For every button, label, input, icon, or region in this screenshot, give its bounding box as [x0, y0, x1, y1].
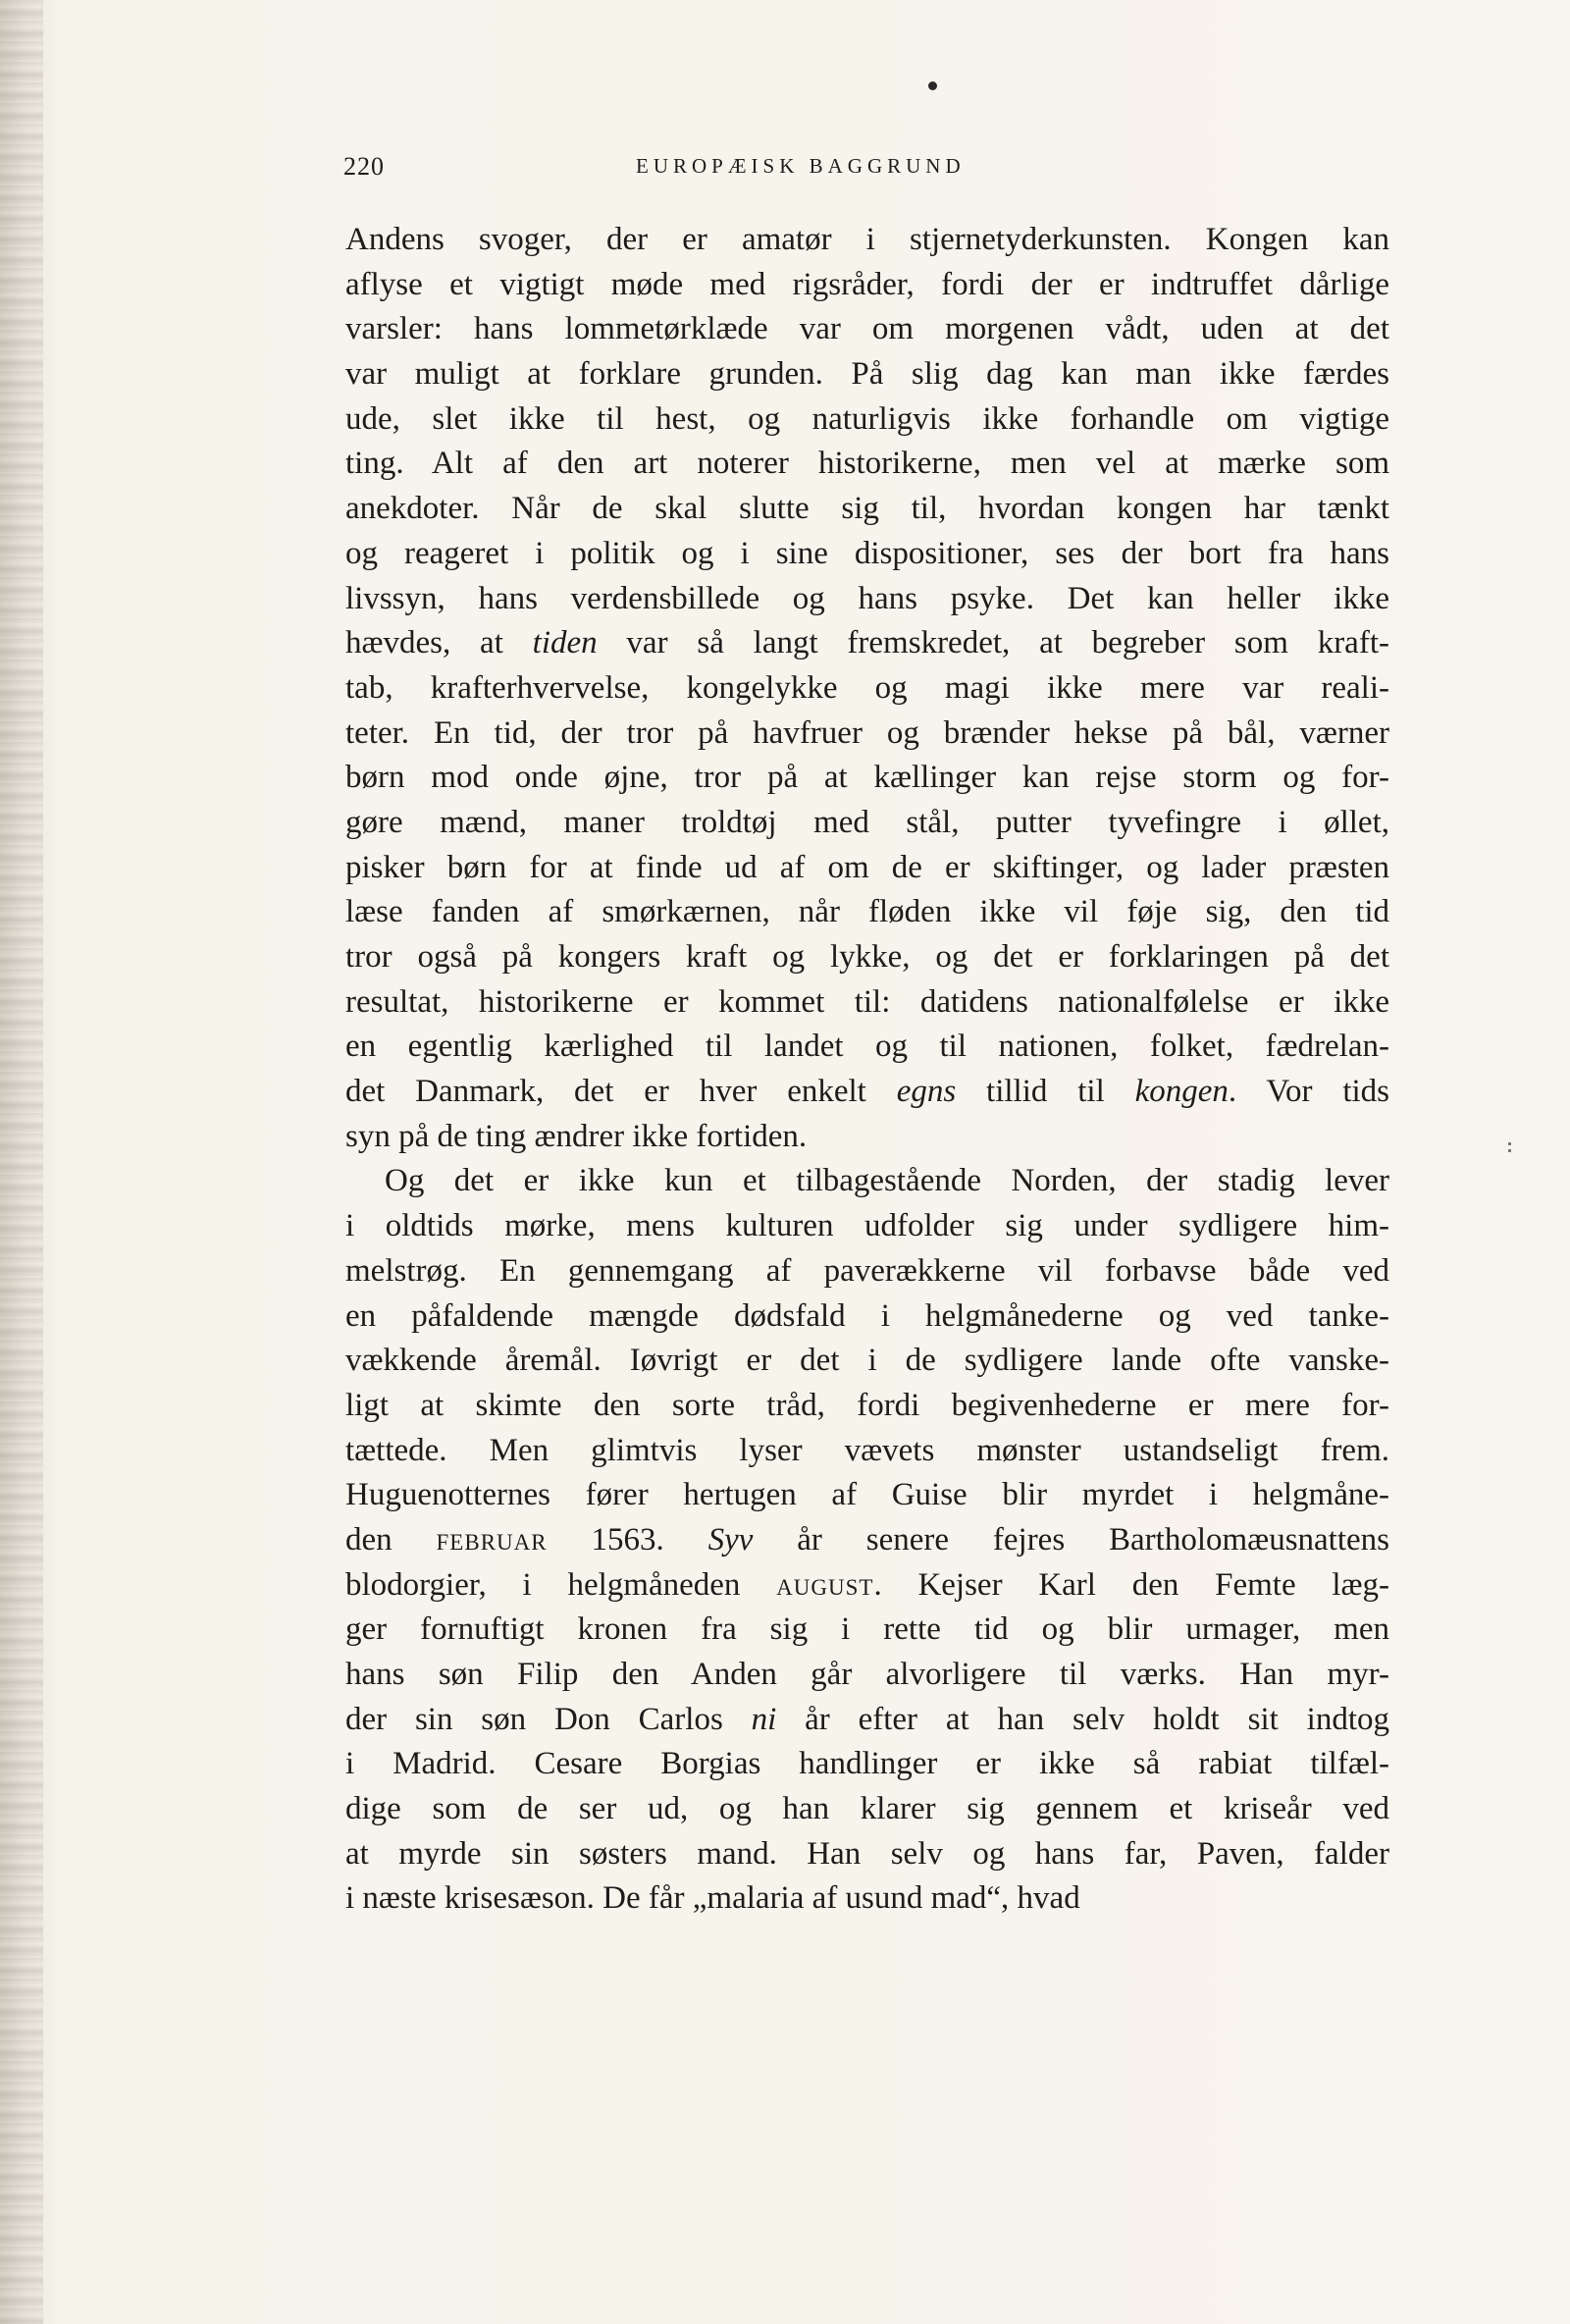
text-line: i næste krisesæson. De får „malaria af usund mad“, hvad [345, 1880, 1080, 1917]
text-segment: der sin søn Don Carlos [345, 1701, 752, 1737]
binding-shadow [0, 0, 43, 2324]
text-segment: den [345, 1521, 437, 1558]
print-dot [928, 81, 937, 90]
text-line: melstrøg. En gennemgang af paverækkerne vil forbavse både ved [345, 1252, 1389, 1289]
text-line: ger fornuftigt kronen fra sig i rette tid og blir urmager, men [345, 1611, 1389, 1648]
italic-word: Syv [707, 1521, 754, 1558]
italic-word: tiden [532, 625, 598, 661]
body-text [345, 218, 1389, 1922]
text-line: Og det er ikke kun et tilbagestående Norden, der stadig lever [385, 1163, 1389, 1199]
italic-word: egns [896, 1074, 957, 1110]
text-segment: 1563. [547, 1521, 708, 1558]
text-line: hans søn Filip den Anden går alvorligere til værks. Han myr- [345, 1657, 1389, 1692]
text-segment: . Vor tids [1228, 1074, 1389, 1110]
text-line: ude, slet ikke til hest, og naturligvis ikke forhandle om vigtige [345, 400, 1389, 437]
text-segment: år senere fejres Bartholomæusnattens [753, 1521, 1390, 1558]
paragraph-2 [345, 1159, 1389, 1922]
text-line: varsler: hans lommetørklæde var om morgenen vådt, uden at det [345, 311, 1389, 347]
text-segment: . Kejser Karl den Femte læg- [873, 1566, 1390, 1603]
text-line: ting. Alt af den art noterer historikerne, men vel at mærke som [345, 446, 1389, 482]
text-line: pisker børn for at finde ud af om de er skiftinger, og lader præsten [345, 849, 1389, 885]
text-segment: år efter at han selv holdt sit indtog [776, 1701, 1389, 1737]
text-line: Huguenotternes fører hertugen af Guise blir myrdet i helgmåne- [345, 1477, 1389, 1513]
text-line: at myrde sin søsters mand. Han selv og hans far, Paven, falder [345, 1835, 1389, 1872]
text-line: livssyn, hans verdensbillede og hans psyke. Det kan heller ikke [345, 580, 1389, 616]
text-segment: hævdes, at [345, 625, 533, 661]
margin-mark [1508, 1142, 1511, 1156]
text-line [345, 1518, 1389, 1563]
text-line: børn mod onde øjne, tror på at kællinger kan rejse storm og for- [345, 760, 1389, 796]
text-segment: blodorgier, i helgmåneden [345, 1566, 777, 1603]
text-line [345, 1070, 1389, 1115]
text-line: aflyse et vigtigt møde med rigsråder, fordi der er indtruffet dårlige [345, 266, 1389, 302]
text-line: anekdoter. Når de skal slutte sig til, hvordan kongen har tænkt [345, 491, 1389, 527]
text-line: en påfaldende mængde dødsfald i helgmånederne og ved tanke- [345, 1297, 1389, 1334]
text-line: tab, krafterhvervelse, kongelykke og magi ikke mere var reali- [345, 669, 1389, 706]
small-caps-word: august [776, 1566, 874, 1603]
text-line: ligt at skimte den sorte tråd, fordi begivenhederne er mere for- [345, 1387, 1389, 1423]
page-number: 220 [343, 152, 385, 181]
text-line: vækkende åremål. Iøvrigt er det i de sydligere lande ofte vanske- [345, 1343, 1389, 1379]
text-line: dige som de ser ud, og han klarer sig gennem et kriseår ved [345, 1791, 1389, 1827]
text-line: Andens svoger, der er amatør i stjernetyderkunsten. Kongen kan [345, 222, 1389, 257]
text-line: læse fanden af smørkærnen, når fløden ikke vil føje sig, den tid [345, 894, 1389, 930]
text-line: i oldtids mørke, mens kulturen udfolder sig under sydligere him- [345, 1208, 1389, 1244]
text-line [345, 1563, 1389, 1609]
text-line: gøre mænd, maner troldtøj med stål, putter tyvefingre i øllet, [345, 804, 1389, 840]
running-head [343, 152, 1109, 191]
text-line: resultat, historikerne er kommet til: datidens nationalfølelse er ikke [345, 983, 1389, 1020]
text-line [345, 621, 1389, 666]
text-line [345, 1698, 1389, 1743]
text-line: og reageret i politik og i sine dispositioner, ses der bort fra hans [345, 535, 1389, 571]
text-segment: tillid til [956, 1074, 1135, 1110]
text-line: syn på de ting ændrer ikke fortiden. [345, 1118, 808, 1154]
paragraph-1 [345, 218, 1389, 1159]
text-segment: var så langt fremskredet, at begreber som kraft- [597, 625, 1389, 661]
running-title: EUROPÆISK BAGGRUND [636, 154, 966, 178]
text-line: tættede. Men glimtvis lyser vævets mønster ustandseligt frem. [345, 1432, 1389, 1468]
italic-word: kongen [1134, 1074, 1229, 1110]
italic-word: ni [751, 1701, 777, 1737]
text-line: teter. En tid, der tror på havfruer og brænder hekse på bål, værner [345, 714, 1389, 751]
text-line: tror også på kongers kraft og lykke, og det er forklaringen på det [345, 939, 1389, 975]
text-line: i Madrid. Cesare Borgias handlinger er ikke så rabiat tilfæl- [345, 1746, 1389, 1782]
text-line: en egentlig kærlighed til landet og til nationen, folket, fædrelan- [345, 1029, 1389, 1065]
small-caps-word: februar [436, 1521, 548, 1558]
text-segment: det Danmark, det er hver enkelt [345, 1074, 897, 1110]
text-line: var muligt at forklare grunden. På slig dag kan man ikke færdes [345, 356, 1389, 393]
